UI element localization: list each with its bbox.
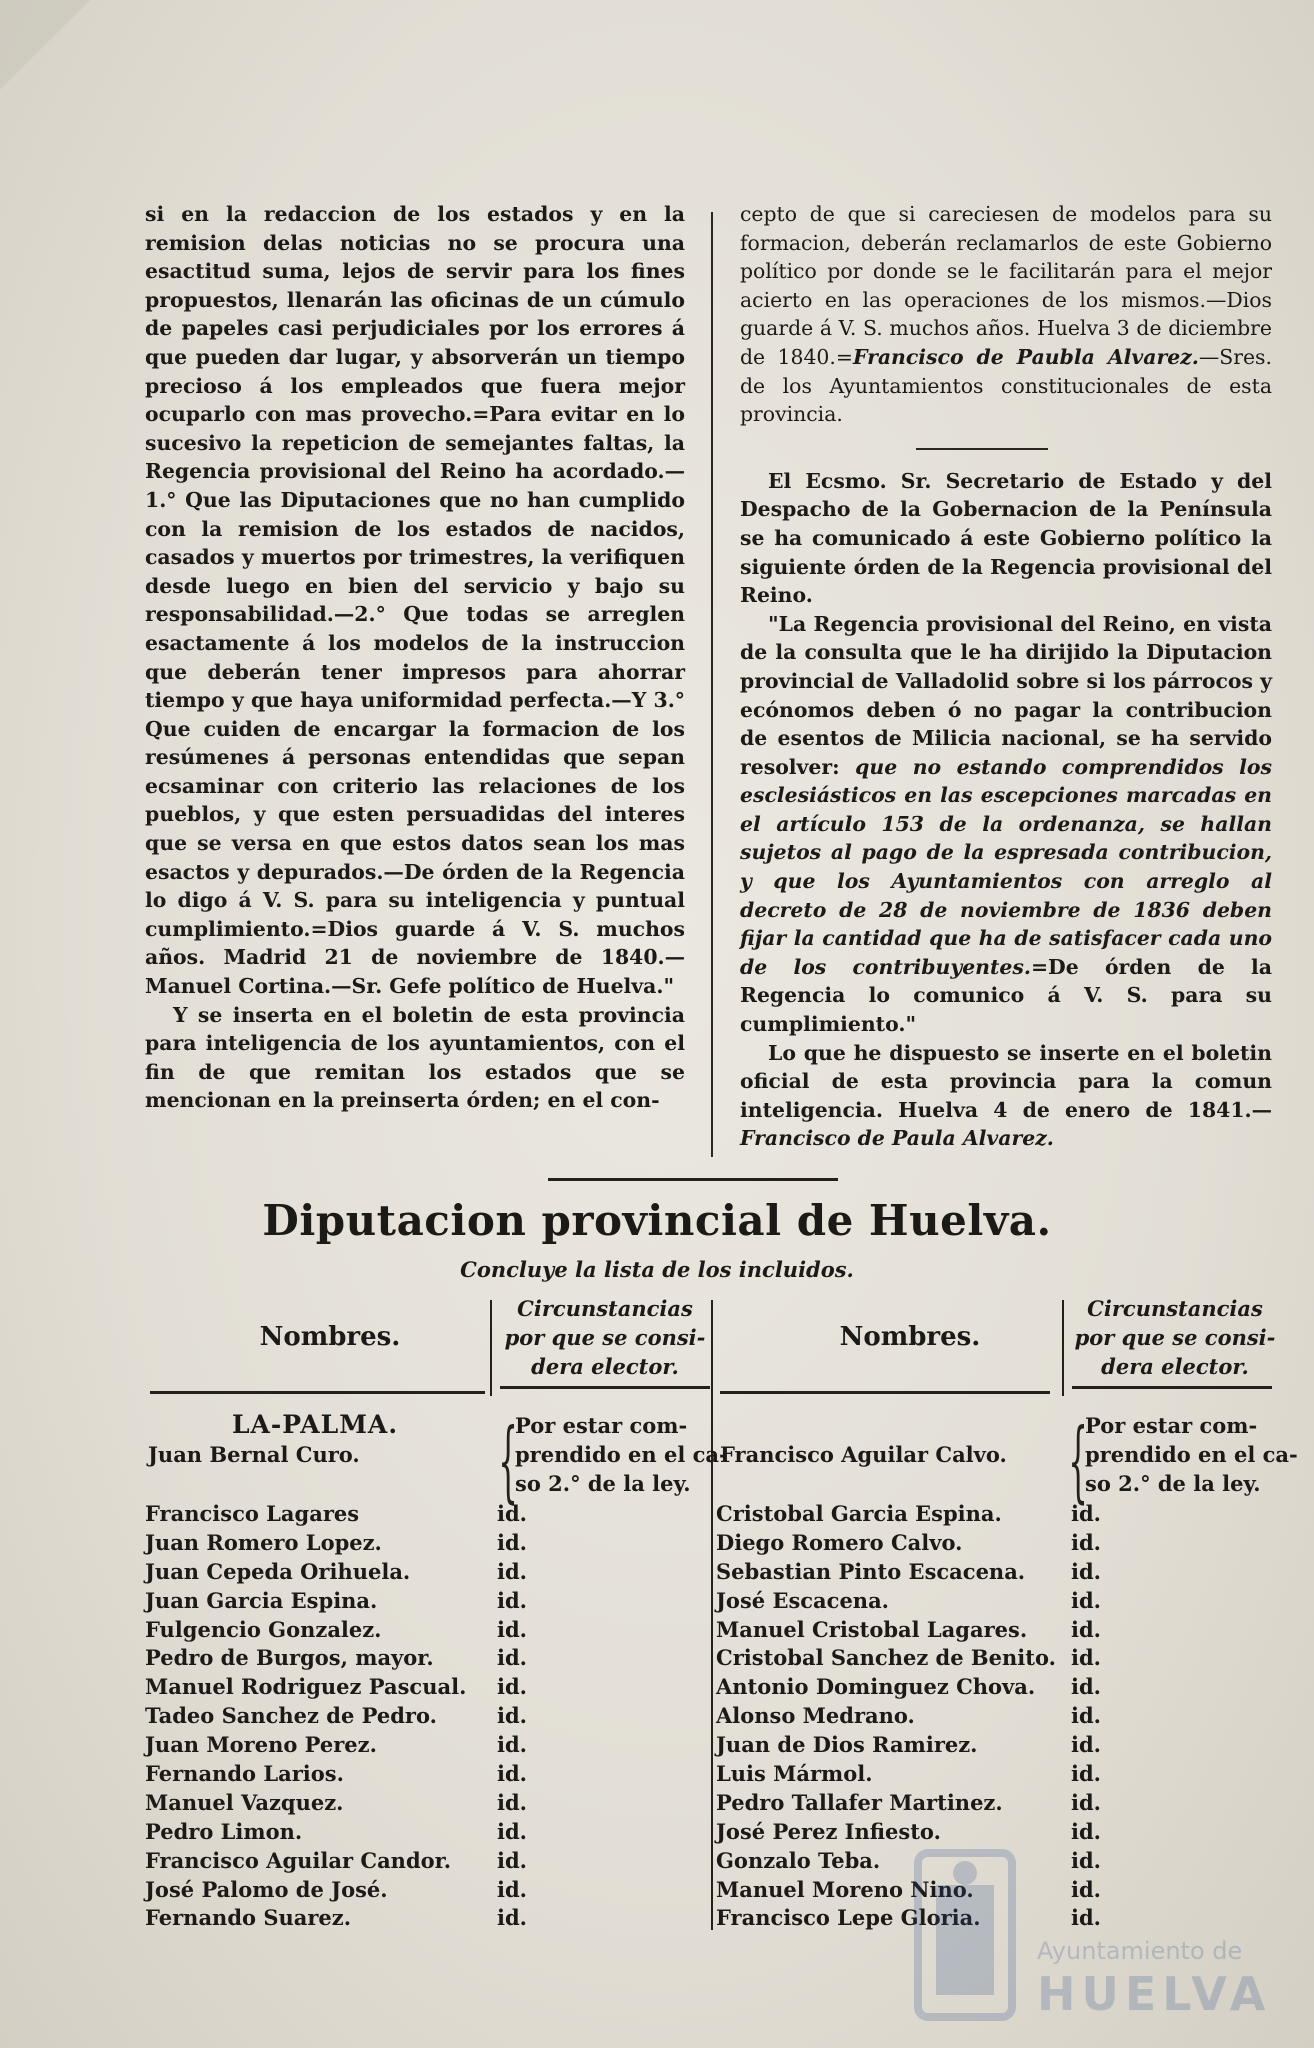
elector-name: Juan Cepeda Orihuela. (145, 1558, 411, 1584)
elector-circumstance: id. (1071, 1847, 1101, 1873)
elector-circumstance: id. (497, 1674, 527, 1700)
right-list-item (716, 1558, 1276, 1587)
left-first-circ: Por estar com- prendido en el ca- so 2.° de la ley. (515, 1413, 728, 1496)
elector-circumstance: id. (1071, 1501, 1101, 1526)
elector-circumstance: id. (497, 1905, 527, 1931)
left-first-name: Juan Bernal Curo. (148, 1442, 360, 1467)
left-elector-list (145, 1500, 705, 1933)
elector-circumstance: id. (1071, 1674, 1101, 1700)
header-circunstancias-right: Circunstancias por que se consi- dera elector. (1074, 1296, 1276, 1379)
paragraph-separator-rule (916, 448, 1048, 450)
left-list-item (145, 1847, 705, 1876)
right-list-item (716, 1529, 1276, 1558)
elector-circumstance: id. (1071, 1905, 1101, 1931)
elector-circumstance: id. (497, 1761, 527, 1787)
elector-name: Gonzalo Teba. (716, 1847, 881, 1873)
elector-name: Antonio Dominguez Chova. (716, 1674, 1036, 1700)
elector-name: Fernando Larios. (145, 1761, 344, 1787)
list-header-rule-right-circ (1072, 1386, 1272, 1389)
elector-name: Diego Romero Calvo. (716, 1529, 963, 1555)
elector-name: Juan Romero Lopez. (145, 1529, 382, 1555)
elector-circumstance: id. (1071, 1876, 1101, 1902)
right-list-item (716, 1702, 1276, 1731)
elector-circumstance: id. (497, 1876, 527, 1902)
elector-circumstance: id. (1071, 1558, 1101, 1584)
left-list-item (145, 1500, 705, 1529)
elector-name: Juan Moreno Perez. (145, 1732, 377, 1758)
right-list-item (716, 1644, 1276, 1673)
right-first-circ: Por estar com- prendido en el ca- so 2.° de la ley. (1085, 1413, 1298, 1496)
left-list-item (145, 1818, 705, 1847)
elector-circumstance: id. (497, 1645, 527, 1671)
elector-name: Manuel Rodriguez Pascual. (145, 1674, 467, 1700)
elector-name: Cristobal Sanchez de Benito. (716, 1645, 1056, 1671)
left-list-item (145, 1904, 705, 1933)
left-text-column (145, 200, 685, 1115)
elector-name: Alonso Medrano. (716, 1703, 915, 1729)
left-brace: { (498, 1409, 518, 1512)
elector-circumstance: id. (497, 1616, 527, 1642)
elector-circumstance: id. (497, 1847, 527, 1873)
section-subtitle: Concluye la lista de los incluidos. (460, 1257, 854, 1282)
left-list-item (145, 1644, 705, 1673)
section-separator-rule (548, 1178, 838, 1181)
elector-name: José Perez Infiesto. (716, 1818, 941, 1844)
left-list-item (145, 1876, 705, 1905)
page-corner-fold (0, 0, 90, 90)
elector-name: Francisco Lepe Gloria. (716, 1905, 981, 1931)
elector-circumstance: id. (497, 1818, 527, 1844)
elector-name: Juan de Dios Ramirez. (716, 1732, 978, 1758)
section-title: Diputacion provincial de Huelva. (262, 1196, 1052, 1245)
header-nombres-right: Nombres. (839, 1322, 981, 1352)
elector-circumstance: id. (497, 1789, 527, 1815)
elector-name: Francisco Aguilar Candor. (145, 1847, 452, 1873)
elector-circumstance: id. (1071, 1761, 1101, 1787)
elector-name: Pedro de Burgos, mayor. (145, 1645, 434, 1671)
right-list-item (716, 1587, 1276, 1616)
right-text-column (740, 200, 1272, 1153)
right-list-item (716, 1673, 1276, 1702)
elector-name: Juan Garcia Espina. (145, 1587, 378, 1613)
header-divider-left (490, 1300, 492, 1396)
left-list-item (145, 1673, 705, 1702)
left-paragraph-2: Y se inserta en el boletin de esta provincia para inteligencia de los ayuntamientos, con el fin de que remitan los estados que se mencionan en la preinserta órden; en el con- (145, 1002, 685, 1113)
elector-circumstance: id. (497, 1587, 527, 1613)
right-list-item (716, 1760, 1276, 1789)
watermark (905, 1845, 1295, 2035)
right-list-item (716, 1818, 1276, 1847)
elector-name: Luis Mármol. (716, 1761, 873, 1787)
elector-name: Cristobal Garcia Espina. (716, 1501, 1002, 1526)
elector-name: Manuel Vazquez. (145, 1789, 344, 1815)
right-paragraph-2: El Ecsmo. Sr. Secretario de Estado y del Despacho de la Gobernacion de la Península se ha comunicado á este Gobierno político la siguiente órden de la Regencia provisional del Reino. (740, 468, 1272, 608)
left-list-item (145, 1731, 705, 1760)
list-header-rule-left-circ (500, 1386, 710, 1389)
elector-circumstance: id. (1071, 1789, 1101, 1815)
right-list-item (716, 1500, 1276, 1529)
left-list-item (145, 1616, 705, 1645)
header-nombres-left: Nombres. (259, 1322, 401, 1352)
left-column-body (145, 200, 685, 1115)
list-header-rule-right-names (720, 1391, 1050, 1394)
right-paragraph-3: "La Regencia provisional del Reino, en vista de la consulta que le ha dirijido la Diputacion provincial de Valladolid sobre si los párrocos y ecónomos deben ó no pagar la contribucion de esentos de Milicia nacional, se ha servido resolver: que no estando comprendidos los esclesiásticos en las escepciones marcadas en el artículo 153 de la ordenanza, se hallan sujetos al pago de la espresada contribucion, y que los Ayuntamientos con arreglo al decreto de 28 de noviembre de 1836 deben fijar la cantidad que ha de satisfacer cada uno de los contribuyentes.=De órden de la Regencia lo comunico á V. S. para su cumplimiento." (740, 611, 1272, 1037)
right-paragraph-4: Lo que he dispuesto se inserte en el boletin oficial de esta provincia para la comun inteligencia. Huelva 4 de enero de 1841.—Francisco de Paula Alvarez. (740, 1040, 1272, 1151)
left-list-item (145, 1789, 705, 1818)
coat-of-arms-icon (910, 1845, 1020, 2025)
right-list-item (716, 1616, 1276, 1645)
elector-name: Pedro Tallafer Martinez. (716, 1789, 1003, 1815)
right-brace: { (1068, 1409, 1088, 1512)
list-center-divider (711, 1300, 713, 1930)
left-list-item (145, 1529, 705, 1558)
elector-name: Francisco Lagares (145, 1501, 360, 1526)
elector-name: Pedro Limon. (145, 1818, 303, 1844)
elector-circumstance: id. (497, 1732, 527, 1758)
elector-name: Tadeo Sanchez de Pedro. (145, 1703, 437, 1729)
elector-name: Fulgencio Gonzalez. (145, 1616, 382, 1642)
elector-circumstance: id. (1071, 1703, 1101, 1729)
elector-circumstance: id. (1071, 1645, 1101, 1671)
column-divider (711, 212, 713, 1157)
left-list-item (145, 1760, 705, 1789)
elector-circumstance: id. (1071, 1529, 1101, 1555)
elector-circumstance: id. (1071, 1616, 1101, 1642)
left-list-item (145, 1702, 705, 1731)
elector-name: Manuel Moreno Nino. (716, 1876, 974, 1902)
left-list-item (145, 1558, 705, 1587)
elector-circumstance: id. (497, 1703, 527, 1729)
left-list-item (145, 1587, 705, 1616)
right-paragraph-1: cepto de que si careciesen de modelos para su formacion, deberán reclamarlos de este Gobierno político por donde se le facilitarán para el mejor acierto en las operaciones de los mismos.—Dios guarde á V. S. muchos años. Huelva 3 de diciembre de 1840.=Francisco de Paubla Alvarez.—Sres. de los Ayuntamientos constitucionales de esta provincia. (740, 202, 1272, 427)
elector-circumstance: id. (1071, 1818, 1101, 1844)
right-list-item (716, 1731, 1276, 1760)
watermark-line2: HUELVA (1037, 1967, 1272, 2021)
left-paragraph-1: si en la redaccion de los estados y en la remision delas noticias no se procura una esactitud suma, lejos de servir para los fines propuestos, llenarán las oficinas de un cúmulo de papeles casi perjudiciales por los errores á que pueden dar lugar, y absorverán un tiempo precioso á los empleados que fuera mejor ocuparlo con mas provecho.=Para evitar en lo sucesivo la repeticion de semejantes faltas, la Regencia provisional del Reino ha acordado.—1.° Que las Diputaciones que no han cumplido con la remision de los estados de nacidos, casados y muertos por trimestres, la verifiquen desde luego en bien del servicio y bajo su responsabilidad.—2.° Que todas se arreglen esactamente á los modelos de la instruccion que deberán tener impresos para ahorrar tiempo y que haya uniformidad perfecta.—Y 3.° Que cuiden de encargar la formacion de los resúmenes á personas entendidas que sepan ecsaminar con criterio las relaciones de los pueblos, y que esten persuadidas del interes que se versa en que estos datos sean los mas esactos y depurados.—De órden de la Regencia lo digo á V. S. para su inteligencia y puntual cumplimiento.=Dios guarde á V. S. muchos años. Madrid 21 de noviembre de 1840.—Manuel Cortina.—Sr. Gefe político de Huelva." (145, 202, 685, 999)
list-header-rule-left-names (150, 1391, 485, 1394)
header-divider-right (1062, 1300, 1064, 1396)
elector-name: Fernando Suarez. (145, 1905, 352, 1931)
elector-name: Sebastian Pinto Escacena. (716, 1558, 1026, 1584)
elector-name: José Escacena. (716, 1587, 889, 1613)
signature-francisco-paula: Francisco de Paula Alvarez. (740, 1126, 1054, 1151)
elector-circumstance: id. (1071, 1732, 1101, 1758)
elector-circumstance: id. (497, 1558, 527, 1584)
right-list-item (716, 1789, 1276, 1818)
elector-name: José Palomo de José. (145, 1876, 388, 1902)
signature-francisco-paubla: Francisco de Paubla Alvarez. (852, 344, 1199, 369)
elector-circumstance: id. (497, 1501, 527, 1526)
right-first-name: Francisco Aguilar Calvo. (720, 1442, 1007, 1467)
town-heading: LA-PALMA. (231, 1410, 399, 1439)
elector-circumstance: id. (1071, 1587, 1101, 1613)
elector-name: Manuel Cristobal Lagares. (716, 1616, 1028, 1642)
elector-circumstance: id. (497, 1529, 527, 1555)
header-circunstancias-left: Circunstancias por que se consi- dera elector. (504, 1296, 706, 1379)
watermark-line1: Ayuntamiento de (1037, 1937, 1243, 1965)
